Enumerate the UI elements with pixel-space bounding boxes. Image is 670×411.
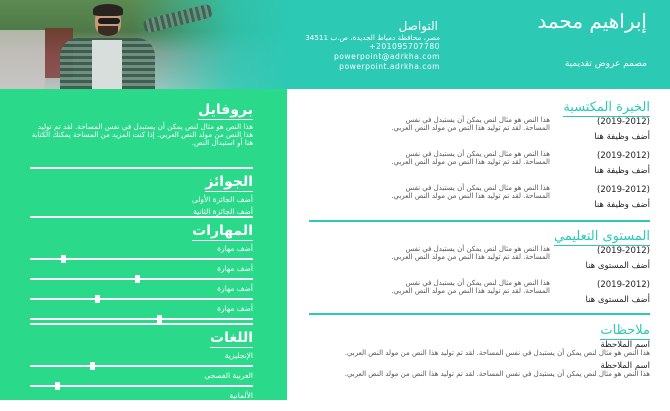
experience-role: أضف وظيفة هنا	[594, 132, 650, 142]
experience-date: (2019-2012)	[597, 117, 650, 127]
contact-email[interactable]: powerpoint@adrkha.com	[333, 52, 440, 61]
experience-description: هذا النص هو مثال لنص يمكن أن يستبدل في نفس المساحة. لقد تم توليد هذا النص من مولد النص العربي.	[391, 150, 550, 166]
skill-label: أضف مهارة	[217, 284, 253, 293]
experience-title: الخبرة المكتسبة	[563, 100, 650, 115]
language-slider-handle[interactable]	[90, 362, 95, 370]
notes-title: ملاحظات	[600, 323, 650, 338]
person-hair	[93, 4, 123, 16]
contact-phone[interactable]: +201095707780	[369, 42, 440, 51]
contact-website[interactable]: powerpoint.adrkha.com	[339, 62, 440, 71]
experience-entry	[307, 151, 650, 188]
language-item	[30, 391, 253, 407]
skill-slider-track[interactable]	[30, 258, 253, 260]
experience-entry	[307, 185, 650, 222]
experience-role: أضف وظيفة هنا	[594, 166, 650, 176]
education-date: (2019-2012)	[597, 280, 650, 290]
award-item: أضف الجائزة الثانية	[193, 207, 253, 216]
skill-slider-handle[interactable]	[61, 255, 66, 263]
skills-section	[30, 220, 253, 324]
education-heading	[554, 225, 650, 246]
language-label: الألمانية	[229, 391, 253, 400]
education-role: أضف المستوى هنا	[585, 295, 650, 305]
skills-title: المهارات	[192, 223, 253, 239]
skill-label: أضف مهارة	[217, 244, 253, 253]
profile-photo	[0, 0, 290, 89]
section-divider	[309, 220, 650, 222]
contact-block	[280, 18, 440, 72]
profile-title: بروفايل	[198, 102, 253, 118]
education-role: أضف المستوى هنا	[585, 261, 650, 271]
experience-heading	[563, 96, 650, 117]
language-item	[30, 351, 253, 367]
education-description: هذا النص هو مثال لنص يمكن أن يستبدل في نفس المساحة. لقد تم توليد هذا النص من مولد النص العربي.	[391, 245, 550, 261]
section-divider	[30, 323, 253, 325]
language-slider-track[interactable]	[30, 385, 253, 387]
experience-entry	[307, 117, 650, 154]
note-item	[309, 340, 650, 358]
note-text: هذا النص هو مثال لنص يمكن أن يستبدل في نفس المساحة. لقد تم توليد هذا النص من مولد النص العربي.	[344, 369, 650, 378]
skill-slider-handle[interactable]	[157, 315, 162, 323]
skill-label: أضف مهارة	[217, 264, 253, 273]
profile-text: هذا النص هو مثال لنص يمكن أن يستبدل في نفس المساحة. لقد تم توليد هذا النص من مولد النص العربي. إذا كنت المزيد من المساحة يمكنك الكتابة هنا أو استبدال النص.	[31, 122, 253, 148]
award-item: أضف الجائزة الأولى	[191, 195, 253, 204]
skill-slider-track[interactable]	[30, 298, 253, 300]
language-slider-track[interactable]	[30, 405, 253, 407]
profile-section	[30, 99, 253, 148]
skill-label: أضف مهارة	[217, 304, 253, 313]
note-text: هذا النص هو مثال لنص يمكن أن يستبدل في نفس المساحة. لقد تم توليد هذا النص من مولد النص العربي.	[344, 349, 650, 357]
education-date: (2019-2012)	[597, 246, 650, 256]
sidebar	[0, 89, 287, 400]
note-name: اسم الملاحظة	[600, 360, 650, 371]
skill-item	[30, 244, 253, 260]
skill-item	[30, 264, 253, 280]
person-figure	[58, 0, 153, 89]
skill-slider-track[interactable]	[30, 278, 253, 280]
skill-slider-track[interactable]	[30, 318, 253, 320]
education-description: هذا النص هو مثال لنص يمكن أن يستبدل في نفس المساحة. لقد تم توليد هذا النص من مولد النص العربي.	[391, 279, 550, 295]
experience-description: هذا النص هو مثال لنص يمكن أن يستبدل في نفس المساحة. لقد تم توليد هذا النص من مولد النص العربي.	[391, 184, 550, 200]
resume-header	[0, 0, 670, 89]
section-divider	[309, 313, 650, 315]
language-label: الإنجليزية	[224, 351, 253, 360]
languages-title: اللغات	[210, 330, 253, 346]
person-beard	[98, 26, 118, 36]
notes-heading	[600, 319, 650, 340]
person-tshirt	[92, 40, 122, 89]
languages-section	[30, 327, 253, 411]
note-name: اسم الملاحظة	[600, 340, 650, 350]
sunglasses-icon	[98, 18, 120, 24]
experience-date: (2019-2012)	[597, 185, 650, 195]
experience-role: أضف وظيفة هنا	[594, 200, 650, 210]
main-content	[287, 89, 670, 400]
education-entry	[307, 280, 650, 317]
experience-date: (2019-2012)	[597, 151, 650, 161]
skill-slider-handle[interactable]	[135, 275, 140, 283]
person-arm	[142, 3, 213, 34]
awards-title: الجوائز	[205, 174, 253, 190]
language-slider-handle[interactable]	[55, 382, 60, 390]
language-item	[30, 371, 253, 387]
photo-wall	[0, 30, 45, 89]
awards-section	[30, 171, 253, 218]
contact-heading: التواصل	[398, 19, 438, 33]
education-entry	[307, 246, 650, 283]
section-divider	[30, 167, 253, 169]
note-item	[309, 361, 650, 379]
skill-item	[30, 304, 253, 320]
contact-address: مصر، محافظة دمياط الجديدة، ص.ب 34511	[305, 33, 440, 42]
skill-slider-handle[interactable]	[95, 295, 100, 303]
section-divider	[30, 216, 253, 218]
language-label: العربية الفصحى	[204, 371, 253, 380]
experience-description: هذا النص هو مثال لنص يمكن أن يستبدل في نفس المساحة. لقد تم توليد هذا النص من مولد النص العربي.	[391, 116, 550, 132]
person-name: إبراهيم محمد	[537, 9, 647, 33]
job-title: مصمم عروض تقديمية	[564, 59, 647, 69]
language-slider-track[interactable]	[30, 365, 253, 367]
language-slider-handle[interactable]	[122, 402, 127, 410]
skill-item	[30, 284, 253, 300]
education-title: المستوى التعليمي	[554, 229, 650, 244]
